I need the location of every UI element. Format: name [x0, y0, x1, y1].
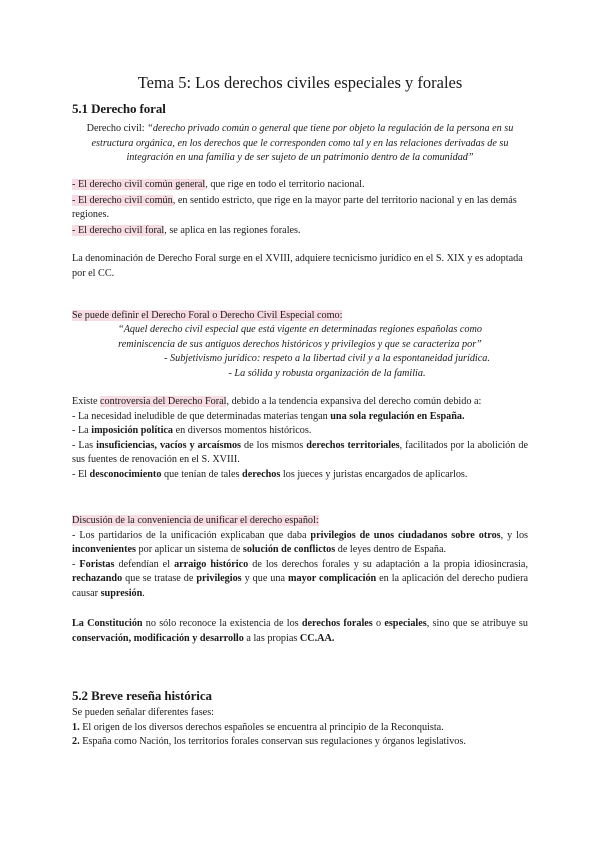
- quote-point-1: - Subjetivismo jurídico: respeto a la libertad civil y a la espontaneidad jurídica.: [164, 353, 490, 365]
- section-heading-5-1: 5.1 Derecho foral: [72, 101, 166, 116]
- discussion-section: [72, 514, 528, 602]
- definition-intro-text: Se puede definir el Derecho Foral o Derecho Civil Especial como:: [72, 310, 343, 321]
- bullet-comun-general: - El derecho civil común general, que rige en todo el territorio nacional.: [72, 179, 365, 190]
- definition-intro: [72, 309, 528, 324]
- definition-label: Derecho civil:: [86, 123, 145, 134]
- controversy-item-4: - El desconocimiento que tenían de tales derechos los jueces y juristas encargados de aplicarlos.: [72, 468, 468, 480]
- phase-1: 1. El origen de los diversos derechos españoles se encuentra al principio de la Reconquista.: [72, 721, 444, 733]
- controversy-intro: Existe controversia del Derecho Foral, debido a la tendencia expansiva del derecho común debido a:: [72, 396, 482, 407]
- controversy-item-2: - La imposición política en diversos momentos históricos.: [72, 425, 312, 437]
- quote-text: “Aquel derecho civil especial que está vigente en determinadas regiones españolas como reminiscencia de sus antiguos derechos históricos y privilegios y que se caracteriza por”: [118, 324, 482, 350]
- section-derecho-foral: [72, 101, 528, 117]
- quote-point-2: - La sólida y robusta organización de la familia.: [228, 367, 426, 379]
- phases-intro: Se pueden señalar diferentes fases:: [72, 707, 214, 718]
- definition-quote: [96, 323, 504, 381]
- foral-bullets: [72, 178, 528, 238]
- discussion-unification: - Los partidarios de la unificación explicaban que daba privilegios de unos ciudadanos sobre otros, y los inconvenientes por aplicar un sistema de solución de conflictos de leyes dentro de España.: [72, 529, 529, 556]
- page-title: Tema 5: Los derechos civiles especiales y forales: [137, 73, 463, 92]
- section-heading-5-2: 5.2 Breve reseña histórica: [72, 688, 212, 703]
- bullet-comun-estricto: - El derecho civil común, en sentido estricto, que rige en la mayor parte del territorio nacional y en las demás regiones.: [72, 194, 517, 221]
- section-resena-historica: [72, 688, 528, 750]
- bullet-foral: - El derecho civil foral, se aplica en las regiones forales.: [72, 224, 301, 236]
- controversy-item-1: - La necesidad ineludible de que determinadas materias tengan una sola regulación en España.: [72, 410, 465, 422]
- definition-derecho-civil: [70, 122, 530, 166]
- controversy-item-3: - Las insuficiencias, vacíos y arcaísmos de los mismos derechos territoriales, facilitados por la abolición de sus fuentes de renovación en el S. XVIII.: [72, 439, 528, 466]
- discussion-foristas: - Foristas defendían el arraigo histórico de los derechos forales y su adaptación a la propia idiosincrasia, rechazando que se tratase de privilegios y que una mayor complicación en la aplicación del derecho pudiera causar supresión.: [72, 558, 529, 599]
- definition-text: “derecho privado común o general que tiene por objeto la regulación de la persona en su estructura orgánica, en los derechos que le corresponden como tal y en las relaciones derivadas de su integración en una familia y de ser sujeto de un patrimonio dentro de la comunidad”: [91, 123, 514, 164]
- phase-2: 2. España como Nación, los territorios forales conservan sus regulaciones y órganos legislativos.: [72, 736, 466, 748]
- constitution-paragraph: La Constitución no sólo reconoce la existencia de los derechos forales o especiales, sino que se atribuye su conservación, modificación y desarrollo a las propias CC.AA.: [72, 618, 528, 644]
- denominacion-paragraph: La denominación de Derecho Foral surge en el XVIII, adquiere tecnicismo jurídico en el S. XIX y es adoptada por el CC.: [72, 253, 523, 279]
- controversy-section: [72, 395, 528, 483]
- discussion-heading: Discusión de la conveniencia de unificar el derecho español:: [72, 515, 319, 526]
